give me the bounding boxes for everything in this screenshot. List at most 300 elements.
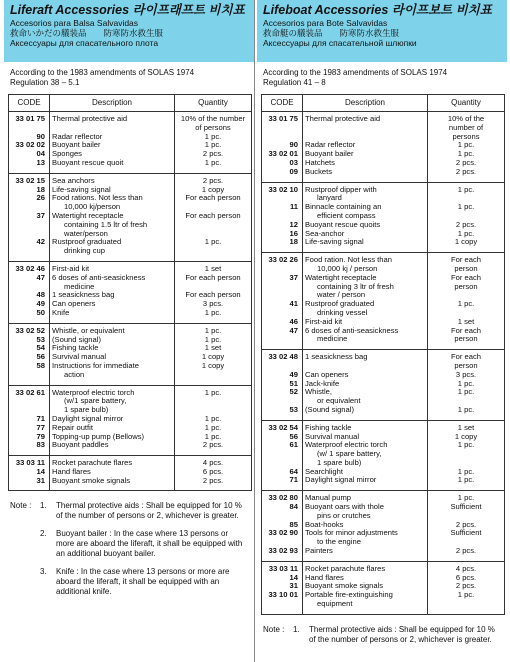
item-code: 04 — [9, 150, 50, 159]
table-row — [262, 238, 505, 252]
item-code: 33 02 46 — [9, 261, 50, 273]
table-row — [262, 203, 505, 221]
description-line: lanyard — [317, 193, 342, 203]
description-line: 6 doses of anti-seasickness — [305, 325, 399, 335]
item-quantity — [175, 238, 252, 261]
description-line: Repair outfit — [52, 422, 93, 432]
item-description — [303, 274, 428, 300]
item-quantity — [175, 323, 252, 335]
item-description — [50, 362, 175, 385]
table-header-row — [262, 95, 505, 112]
description-line: Thermal protective aid — [52, 114, 128, 123]
description-line: Buoyant oars with thole — [305, 502, 384, 512]
item-quantity — [428, 253, 505, 274]
item-quantity — [428, 350, 505, 371]
item-quantity — [175, 261, 252, 273]
table-row — [262, 350, 505, 371]
table-row — [9, 477, 252, 491]
item-code: 50 — [9, 309, 50, 323]
description-line: Buoyant rescue quoits — [305, 219, 381, 229]
item-quantity — [428, 203, 505, 221]
description-line: efficient compass — [317, 210, 376, 220]
item-code: 18 — [9, 186, 50, 195]
table-row — [262, 388, 505, 406]
item-quantity — [428, 238, 505, 252]
table-row — [262, 274, 505, 300]
quantity-line: For each person — [185, 290, 241, 300]
quantity-line: 2 pcs. — [455, 546, 477, 556]
description-line: or equivalent — [317, 396, 361, 406]
footnote-label — [10, 529, 40, 559]
item-quantity — [428, 112, 505, 142]
item-code: 33 02 02 — [9, 141, 50, 150]
quantity-line: 4 pcs. — [202, 458, 224, 468]
item-quantity — [428, 168, 505, 182]
table-row — [9, 261, 252, 273]
description-line: Watertight receptacle — [52, 210, 124, 220]
item-description — [303, 182, 428, 203]
section-title: Liferaft Accessories 라이프래프트 비치표 — [10, 3, 245, 17]
code-header: CODE — [9, 95, 50, 112]
quantity-line: 1 pc. — [204, 157, 222, 167]
quantity-line: person — [454, 263, 478, 273]
item-description — [303, 561, 428, 573]
quantity-line: 1 pc. — [457, 149, 475, 159]
quantity-line: 1 set — [457, 316, 475, 326]
description-line: Waterproof electric torch — [52, 387, 135, 397]
section-title: Lifeboat Accessories 라이프보트 비치표 — [263, 3, 492, 17]
description-line: Jack-knife — [305, 378, 340, 388]
quantity-line: 2 pcs. — [455, 157, 477, 167]
item-code: 33 10 01 — [262, 591, 303, 614]
item-quantity — [175, 159, 252, 173]
table-row — [262, 547, 505, 561]
quantity-line: For each person — [185, 272, 241, 282]
quantity-line: 10% of the number — [180, 114, 246, 123]
quantity-line: 1 pc. — [457, 378, 475, 388]
item-quantity — [428, 503, 505, 521]
table-row — [262, 112, 505, 142]
description-line: medicine — [317, 334, 348, 344]
item-code: 33 02 52 — [9, 323, 50, 335]
regulation-line: Regulation 41 – 8 — [263, 78, 326, 87]
quantity-line: person — [454, 281, 478, 291]
table-row — [9, 309, 252, 323]
item-description — [50, 441, 175, 455]
description-line: Rocket parachute flares — [52, 458, 133, 468]
quantity-line: 2 pcs. — [202, 440, 224, 450]
description-line: Boat-hooks — [305, 519, 344, 529]
footnote-label: Note : — [10, 501, 32, 511]
quantity-line: 1 pc. — [457, 140, 475, 150]
quantity-line: For each — [451, 325, 481, 335]
item-code: 53 — [262, 406, 303, 420]
section-subtitle: Accesorios para Bote Salvavidas — [263, 18, 388, 28]
description-line: Sea-anchor — [305, 228, 345, 238]
description-line: containing 1.5 ltr of fresh — [64, 219, 148, 229]
section-subtitle: Аксессуары для спасательной шлюпки — [263, 38, 417, 48]
description-line: medicine — [64, 281, 95, 291]
quantity-line: persons — [452, 131, 480, 141]
description-line: 1 spare bulb) — [317, 457, 362, 467]
quantity-line: Sufficient — [450, 502, 482, 512]
item-quantity — [428, 182, 505, 203]
description-line: Buoyant rescue quoit — [52, 157, 124, 167]
lifeboat-column — [257, 0, 507, 662]
description-line: Life-saving signal — [52, 184, 111, 194]
quantity-line: 2 pcs. — [455, 219, 477, 229]
description-line: Life-saving signal — [305, 237, 364, 247]
item-code: 33 02 90 — [262, 529, 303, 547]
quantity-line: For each — [451, 255, 481, 265]
table-row — [9, 212, 252, 238]
description-line: Searchlight — [305, 466, 343, 476]
quantity-line: For each — [451, 352, 481, 362]
description-line: Radar reflector — [52, 131, 103, 141]
table-row — [262, 253, 505, 274]
description-line: Whistle, or equivalent — [52, 325, 125, 335]
item-description — [303, 406, 428, 420]
item-code: 37 — [262, 274, 303, 300]
table-row — [9, 385, 252, 415]
item-code: 33 02 80 — [262, 491, 303, 503]
quantity-line: 1 pc. — [457, 475, 475, 485]
table-row — [262, 182, 505, 203]
item-code: 83 — [9, 441, 50, 455]
section-subtitle: Аксессуары для спасательного плота — [10, 38, 159, 48]
description-line: Portable fire-extinguishing — [305, 590, 393, 600]
item-code: 18 — [262, 238, 303, 252]
quantity-line: 2 pcs. — [455, 519, 477, 529]
description-line: (w/ 1 spare battery, — [317, 449, 382, 459]
item-description — [303, 327, 428, 350]
quantity-header: Quantity — [175, 95, 252, 112]
table-row — [262, 503, 505, 521]
quantity-line: 1 pc. — [457, 466, 475, 476]
item-code: 33 02 93 — [262, 547, 303, 561]
quantity-line: 1 set — [457, 422, 475, 432]
item-code: 31 — [9, 477, 50, 491]
item-code: 58 — [9, 362, 50, 385]
footnote-text: Thermal protective aids : Shall be equipped for 10 % of the number of persons or 2, whichever is greater. — [309, 624, 495, 644]
quantity-line: person — [454, 334, 478, 344]
description-line: First-aid kit — [305, 316, 343, 326]
quantity-line: person — [454, 360, 478, 370]
item-quantity — [175, 385, 252, 415]
quantity-line: 3 pcs. — [202, 299, 224, 309]
table-row — [9, 159, 252, 173]
description-line: Hatchets — [305, 157, 335, 167]
item-code: 54 — [9, 344, 50, 353]
description-line: water/person — [64, 228, 108, 238]
footnote-text: Buoyant bailer : In the case where 13 persons or more are aboard the liferaft, it shall be equipped with an additional buoyant bailer. — [56, 529, 243, 559]
item-description — [303, 203, 428, 221]
quantity-line: 1 pc. — [457, 184, 475, 194]
description-line: Radar reflector — [305, 140, 356, 150]
quantity-line: 6 pcs. — [455, 572, 477, 582]
description-line: Knife — [52, 307, 70, 317]
item-code: 33 01 75 — [262, 112, 303, 142]
code-header: CODE — [262, 95, 303, 112]
quantity-line: 1 copy — [454, 237, 478, 247]
description-line: Buoyant bailer — [305, 149, 354, 159]
item-quantity — [428, 476, 505, 490]
table-row — [262, 561, 505, 573]
item-quantity — [428, 300, 505, 318]
item-description — [303, 253, 428, 274]
item-code: 90 — [9, 133, 50, 142]
table-header-row — [9, 95, 252, 112]
item-code: 33 02 26 — [262, 253, 303, 274]
description-line: 1 spare bulb) — [64, 405, 109, 415]
liferaft-column — [4, 0, 254, 662]
footnote-number: 1. — [40, 501, 47, 511]
description-line: Survival manual — [305, 431, 360, 441]
item-quantity — [175, 112, 252, 133]
regulation-line: Regulation 38 – 5.1 — [10, 78, 80, 87]
item-code: 33 03 11 — [9, 456, 50, 468]
table-row — [262, 529, 505, 547]
item-code: 56 — [9, 353, 50, 362]
table-row — [262, 327, 505, 350]
item-description — [303, 547, 428, 561]
section-subtitle: 救命艇の艤装品 防寒防水救生服 — [263, 28, 400, 38]
footnote-number: 3. — [40, 567, 47, 577]
table-row — [9, 194, 252, 212]
description-line: Manual pump — [305, 493, 352, 503]
description-line: (w/1 spare battery, — [64, 396, 127, 406]
column-divider — [254, 0, 255, 662]
quantity-line: 1 pc. — [204, 387, 222, 397]
table-row — [9, 441, 252, 455]
quantity-line: 1 pc. — [204, 431, 222, 441]
quantity-line: 1 pc. — [204, 140, 222, 150]
quantity-line: For each person — [185, 210, 241, 220]
description-line: Can openers — [52, 299, 96, 309]
item-code: 33 02 01 — [262, 150, 303, 159]
description-line: Buoyant smoke signals — [52, 475, 131, 485]
item-code: 33 02 10 — [262, 182, 303, 203]
description-line: Watertight receptacle — [305, 272, 377, 282]
item-code: 51 — [262, 380, 303, 389]
item-description — [303, 168, 428, 182]
item-description — [50, 194, 175, 212]
quantity-line: 2 pcs. — [202, 149, 224, 159]
quantity-line: For each — [451, 272, 481, 282]
description-line: Whistle, — [305, 387, 333, 397]
item-description — [50, 261, 175, 273]
footnote-text: Knife : In the case where 13 persons or more are aboard the liferaft, it shall be equipped with an additional knife. — [56, 567, 230, 597]
item-quantity — [175, 477, 252, 491]
item-code: 61 — [262, 441, 303, 467]
item-description — [50, 385, 175, 415]
item-code: 33 02 15 — [9, 173, 50, 185]
item-description — [303, 476, 428, 490]
table-row — [262, 168, 505, 182]
item-description — [50, 212, 175, 238]
item-code: 11 — [262, 203, 303, 221]
item-quantity — [428, 529, 505, 547]
quantity-line: 1 pc. — [204, 325, 222, 335]
accessories-table — [8, 94, 252, 491]
quantity-line: 1 pc. — [204, 334, 222, 344]
item-quantity — [428, 327, 505, 350]
quantity-line: Sufficient — [450, 528, 482, 538]
item-code: 56 — [262, 433, 303, 442]
item-code: 31 — [262, 582, 303, 591]
quantity-line: 1 pc. — [457, 404, 475, 414]
item-quantity — [175, 274, 252, 292]
footnote-item — [263, 625, 501, 645]
description-line: Can openers — [305, 369, 349, 379]
description-line: Daylight signal mirror — [52, 413, 124, 423]
item-code: 79 — [9, 433, 50, 442]
description-line: drinking vessel — [317, 307, 368, 317]
description-line: Buckets — [305, 166, 333, 176]
description-line: Hand flares — [305, 572, 344, 582]
item-code: 49 — [9, 300, 50, 309]
description-line: water / person — [317, 290, 366, 300]
table-row — [262, 300, 505, 318]
regulation-line: According to the 1983 amendments of SOLAS 1974 — [10, 68, 195, 77]
item-code: 48 — [9, 291, 50, 300]
quantity-line: 1 copy — [454, 431, 478, 441]
description-line: pins or crutches — [317, 510, 371, 520]
description-line: Food ration. Not less than — [305, 255, 392, 265]
regulation-note — [10, 68, 254, 88]
quantity-line: 1 pc. — [204, 237, 222, 247]
description-line: Topping-up pump (Bellows) — [52, 431, 145, 441]
item-quantity — [175, 362, 252, 385]
item-code: 14 — [9, 468, 50, 477]
title-banner — [257, 0, 507, 62]
description-line: 6 doses of anti-seasickness — [52, 272, 146, 282]
item-quantity — [175, 173, 252, 185]
table-row — [262, 591, 505, 614]
item-description — [50, 238, 175, 261]
item-code: 47 — [262, 327, 303, 350]
quantity-line: 1 pc. — [204, 422, 222, 432]
item-description — [50, 323, 175, 335]
footnote-number: 2. — [40, 529, 47, 539]
footnotes — [263, 625, 501, 645]
quantity-line: 1 set — [204, 343, 222, 353]
description-line: 1 seasickness bag — [52, 290, 115, 300]
table-row — [9, 238, 252, 261]
description-line: Waterproof electric torch — [305, 440, 388, 450]
item-code: 71 — [262, 476, 303, 490]
quantity-line: of persons — [195, 122, 231, 132]
item-description — [50, 159, 175, 173]
quantity-line: 1 pc. — [457, 228, 475, 238]
item-description — [303, 441, 428, 467]
item-code: 47 — [9, 274, 50, 292]
item-code: 90 — [262, 141, 303, 150]
item-quantity — [428, 406, 505, 420]
quantity-line: 1 set — [204, 263, 222, 273]
description-line: Food rations. Not less than — [52, 193, 143, 203]
item-description — [303, 591, 428, 614]
footnote-item — [10, 529, 248, 559]
table-row — [262, 441, 505, 467]
item-description — [303, 388, 428, 406]
footnote-item — [10, 501, 248, 521]
item-code: 85 — [262, 521, 303, 530]
description-line: Rocket parachute flares — [305, 563, 386, 573]
item-code: 49 — [262, 371, 303, 380]
item-description — [303, 420, 428, 432]
item-quantity — [428, 441, 505, 467]
description-line: containing 3 ltr of fresh — [317, 281, 394, 291]
regulation-note — [263, 68, 507, 88]
item-code: 12 — [262, 221, 303, 230]
quantity-line: 1 pc. — [204, 307, 222, 317]
quantity-line: 1 copy — [201, 352, 225, 362]
description-header: Description — [50, 95, 175, 112]
item-code: 33 02 61 — [9, 385, 50, 415]
item-description — [303, 300, 428, 318]
item-description — [303, 503, 428, 521]
item-code: 26 — [9, 194, 50, 212]
section-subtitle: Accesorios para Balsa Salvavidas — [10, 18, 139, 28]
item-quantity — [175, 212, 252, 238]
table-row — [9, 362, 252, 385]
item-quantity — [428, 420, 505, 432]
item-quantity — [428, 388, 505, 406]
item-code: 64 — [262, 468, 303, 477]
description-line: Sponges — [52, 149, 82, 159]
item-code: 33 03 11 — [262, 561, 303, 573]
item-quantity — [175, 194, 252, 212]
quantity-line: For each person — [185, 193, 241, 203]
table-row — [9, 112, 252, 133]
description-line: Hand flares — [52, 466, 91, 476]
item-code: 09 — [262, 168, 303, 182]
description-line: Daylight signal mirror — [305, 475, 377, 485]
table-row — [9, 323, 252, 335]
item-quantity — [175, 309, 252, 323]
accessories-table — [261, 94, 505, 615]
description-line: Fishing tackle — [305, 422, 352, 432]
item-code: 16 — [262, 230, 303, 239]
item-quantity — [428, 591, 505, 614]
description-line: equipment — [317, 599, 353, 609]
description-line: Buoyant smoke signals — [305, 581, 384, 591]
quantity-line: 1 copy — [201, 184, 225, 194]
description-line: (Sound signal) — [305, 404, 354, 414]
description-line: 10,000 kj/person — [64, 202, 121, 212]
quantity-line: 1 pc. — [457, 590, 475, 600]
footnote-item — [10, 567, 248, 597]
item-code: 71 — [9, 415, 50, 424]
item-code: 33 01 75 — [9, 112, 50, 133]
table-row — [9, 173, 252, 185]
item-description — [50, 274, 175, 292]
quantity-line: 6 pcs. — [202, 466, 224, 476]
quantity-line: 2 pcs. — [455, 166, 477, 176]
item-description — [50, 112, 175, 133]
item-code: 46 — [262, 318, 303, 327]
item-code: 37 — [9, 212, 50, 238]
description-line: Thermal protective aid — [305, 114, 381, 123]
item-description — [303, 350, 428, 371]
table-row — [262, 476, 505, 490]
item-quantity — [428, 547, 505, 561]
description-line: Buoyant bailer — [52, 140, 101, 150]
description-line: First-aid kit — [52, 263, 90, 273]
footnote-number: 1. — [293, 624, 300, 634]
footnotes — [10, 501, 248, 597]
